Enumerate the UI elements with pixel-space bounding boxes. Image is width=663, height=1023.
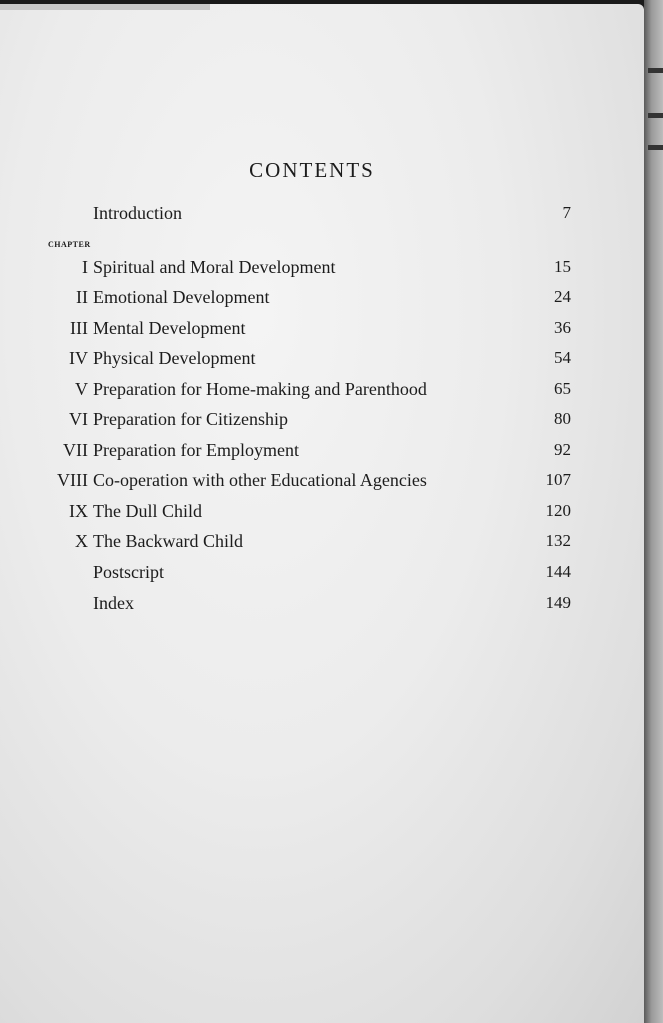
toc-entry-chapter bbox=[0, 313, 644, 343]
entry-page-number: 65 bbox=[554, 379, 571, 398]
page-edge-mark bbox=[648, 113, 663, 118]
entry-label: Co-operation with other Educational Agencies bbox=[93, 470, 427, 490]
chapter-numeral: I bbox=[82, 257, 88, 277]
entry-label: Mental Development bbox=[93, 318, 246, 338]
entry-label: Physical Development bbox=[93, 348, 256, 368]
toc-entry-chapter bbox=[0, 282, 644, 312]
toc-entry-chapter bbox=[0, 404, 644, 434]
chapter-numeral: V bbox=[75, 379, 88, 399]
entry-page-number: 120 bbox=[545, 501, 571, 520]
chapter-numeral: X bbox=[75, 531, 88, 551]
toc-entry-index bbox=[0, 588, 644, 618]
entry-label: Preparation for Home-making and Parenthood bbox=[93, 379, 427, 399]
entry-page-number: 54 bbox=[554, 348, 571, 367]
entry-page-number: 144 bbox=[545, 562, 571, 581]
toc-entry-chapter bbox=[0, 496, 644, 526]
toc-entry-chapter bbox=[0, 343, 644, 373]
entry-label: Spiritual and Moral Development bbox=[93, 257, 336, 277]
entry-page-number: 36 bbox=[554, 318, 571, 337]
entry-page-number: 92 bbox=[554, 440, 571, 459]
entry-label: Emotional Development bbox=[93, 287, 270, 307]
entry-page-number: 15 bbox=[554, 257, 571, 276]
chapter-numeral: VIII bbox=[57, 470, 88, 490]
entry-page-number: 24 bbox=[554, 287, 571, 306]
entry-label: Preparation for Employment bbox=[93, 440, 299, 460]
toc-entry-postscript bbox=[0, 557, 644, 587]
toc-entry-chapter bbox=[0, 252, 644, 282]
entry-label: Introduction bbox=[93, 203, 182, 223]
entry-label: The Dull Child bbox=[93, 501, 202, 521]
book-page bbox=[0, 4, 644, 1023]
toc-entry-chapter bbox=[0, 374, 644, 404]
scan-edge bbox=[0, 4, 210, 10]
entry-page-number: 7 bbox=[562, 203, 571, 222]
entry-page-number: 149 bbox=[545, 593, 571, 612]
chapter-numeral: VI bbox=[69, 409, 88, 429]
chapter-heading: CHAPTER bbox=[48, 240, 91, 249]
chapter-numeral: II bbox=[76, 287, 88, 307]
entry-label: Postscript bbox=[93, 562, 165, 582]
chapter-numeral: VII bbox=[63, 440, 88, 460]
chapter-numeral: IV bbox=[69, 348, 88, 368]
entry-page-number: 80 bbox=[554, 409, 571, 428]
chapter-numeral: III bbox=[70, 318, 88, 338]
chapter-numeral: IX bbox=[69, 501, 88, 521]
entry-label: The Backward Child bbox=[93, 531, 243, 551]
page-edge-mark bbox=[648, 145, 663, 150]
toc-entry-chapter bbox=[0, 465, 644, 495]
toc-entry-chapter bbox=[0, 526, 644, 556]
toc-entry-chapter bbox=[0, 435, 644, 465]
entry-label: Preparation for Citizenship bbox=[93, 409, 288, 429]
entry-page-number: 132 bbox=[545, 531, 571, 550]
page-edge-shadow bbox=[644, 0, 663, 1023]
entry-page-number: 107 bbox=[545, 470, 571, 489]
page-title: CONTENTS bbox=[249, 158, 375, 182]
entry-label: Index bbox=[93, 593, 134, 613]
page-edge-mark bbox=[648, 68, 663, 73]
toc-entry-introduction bbox=[0, 198, 644, 228]
